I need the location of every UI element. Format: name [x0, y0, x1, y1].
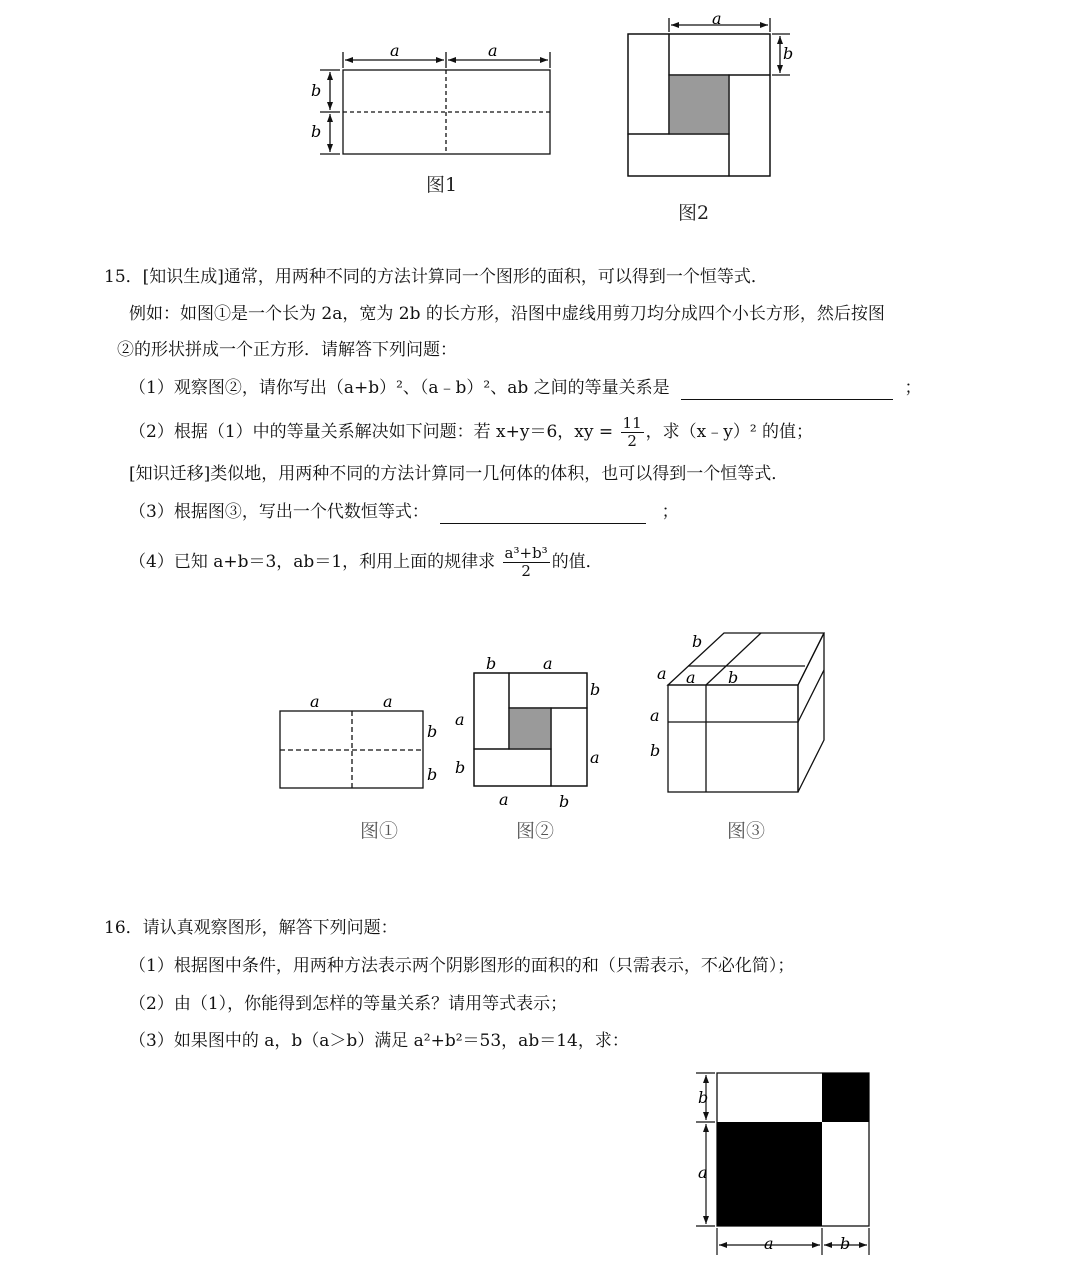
q15-example-line1: 例如：如图①是一个长为 2a，宽为 2b 的长方形，沿图中虚线用剪刀均分成四个小长方形，然后按图 — [129, 304, 885, 324]
label-a: a — [650, 706, 660, 725]
q15-figure-2 — [450, 655, 610, 815]
label-a: a — [455, 710, 465, 729]
label-b: b — [311, 122, 322, 141]
label-b: b — [455, 758, 466, 777]
q15-intro-line — [104, 265, 768, 289]
q15-part4-suffix: 的值． — [551, 552, 603, 572]
q15-part1 — [129, 376, 921, 400]
label-a: a — [310, 692, 320, 711]
fraction-denominator: 2 — [521, 562, 531, 580]
q15-part2-text: （2）根据（1）中的等量关系解决如下问题：若 x+y＝6，xy = — [129, 422, 614, 442]
q16-part1: （1）根据图中条件，用两种方法表示两个阴影图形的面积的和（只需表示，不必化简）； — [129, 956, 795, 976]
label-a: a — [764, 1234, 774, 1253]
label-a: a — [686, 668, 696, 687]
q15-intro: [知识生成]通常，用两种不同的方法计算同一个图形的面积，可以得到一个恒等式． — [142, 267, 768, 287]
q16-intro: 请认真观察图形，解答下列问题： — [142, 918, 398, 938]
label-b: b — [427, 722, 438, 741]
top-figure-2 — [620, 12, 800, 182]
fraction-denominator: 2 — [627, 432, 637, 450]
q15-part3-blank — [440, 505, 646, 524]
q15-part1-suffix: ； — [904, 378, 922, 398]
label-a: a — [488, 41, 498, 60]
label-b: b — [650, 741, 661, 760]
label-b: b — [692, 632, 703, 651]
q15-part1-text: （1）观察图②，请你写出（a+b）²、（a﹣b）²、ab 之间的等量关系是 — [129, 378, 670, 398]
q15-fig3-caption: 图③ — [727, 820, 766, 842]
label-b: b — [783, 44, 794, 63]
label-a: a — [698, 1163, 708, 1182]
q15-fig2-caption: 图② — [516, 820, 555, 842]
q15-example-line2: ②的形状拼成一个正方形．请解答下列问题： — [117, 340, 457, 360]
label-a: a — [543, 655, 553, 673]
q15-figure-1 — [270, 690, 450, 800]
q16-part2: （2）由（1），你能得到怎样的等量关系？请用等式表示； — [129, 994, 568, 1014]
q15-transfer: [知识迁移]类似地，用两种不同的方法计算同一几何体的体积，也可以得到一个恒等式． — [129, 464, 789, 484]
q15-figure-3 — [640, 625, 840, 800]
top-figure-1 — [300, 40, 570, 170]
q16-number: 16． — [104, 918, 143, 938]
q16-part3: （3）如果图中的 a，b（a＞b）满足 a²+b²＝53，ab＝14，求： — [129, 1031, 629, 1051]
label-a: a — [499, 790, 509, 809]
label-a: a — [657, 664, 667, 683]
label-a: a — [390, 41, 400, 60]
label-b: b — [728, 668, 739, 687]
label-b: b — [840, 1234, 851, 1253]
q15-part2-fraction — [621, 415, 644, 450]
q15-part4-text: （4）已知 a+b＝3，ab＝1，利用上面的规律求 — [129, 552, 496, 572]
q15-fig1-caption: 图① — [360, 820, 399, 842]
label-a: a — [383, 692, 393, 711]
fig1-caption: 图1 — [426, 174, 458, 196]
q15-part2-suffix: ，求（x﹣y）² 的值； — [645, 422, 814, 442]
q15-part1-blank — [681, 381, 893, 400]
label-b: b — [486, 655, 497, 673]
label-b: b — [698, 1088, 709, 1107]
label-b: b — [427, 765, 438, 784]
q15-part3 — [129, 500, 679, 524]
fraction-numerator: 11 — [622, 414, 642, 432]
label-b: b — [590, 680, 601, 699]
q16-intro-line — [104, 916, 398, 940]
label-b: b — [559, 792, 570, 811]
label-a: a — [712, 12, 722, 28]
label-b: b — [311, 81, 322, 100]
label-a: a — [590, 748, 600, 767]
q15-part4-fraction — [503, 545, 550, 580]
fig2-caption: 图2 — [678, 202, 710, 224]
q15-part3-suffix: ； — [661, 502, 679, 522]
q15-part4 — [129, 540, 603, 584]
q15-part3-text: （3）根据图③，写出一个代数恒等式： — [129, 502, 429, 522]
q15-part2 — [129, 414, 813, 450]
q15-number: 15． — [104, 267, 143, 287]
q16-figure — [688, 1065, 888, 1265]
fraction-numerator: a³+b³ — [504, 544, 548, 562]
